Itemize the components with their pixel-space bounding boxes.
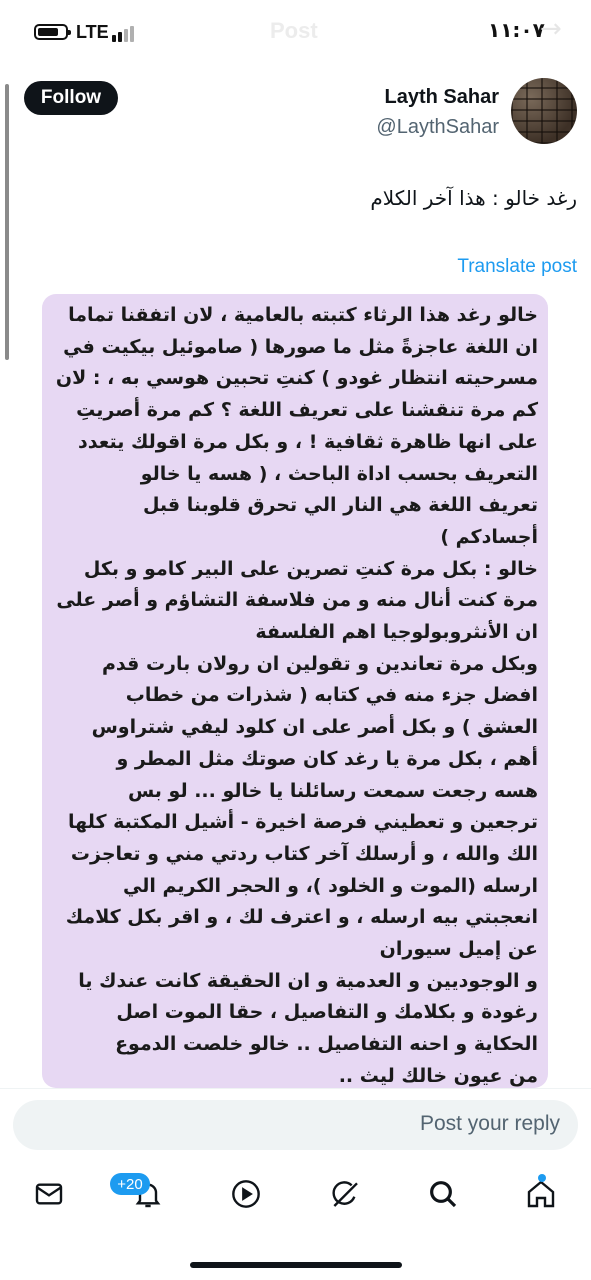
image-text-line: خالو رغد هذا الرثاء كتبته بالعامية ، لان اتفقنا تماما bbox=[68, 304, 538, 326]
scrollbar[interactable] bbox=[5, 84, 9, 360]
image-text-line: على انها ظاهرة ثقافية ! ، و بكل مرة اقولك يتعدد bbox=[78, 430, 538, 453]
home-indicator bbox=[190, 1262, 402, 1268]
translate-post-link[interactable]: Translate post bbox=[457, 256, 577, 277]
image-text-line: التعريف بحسب اداة الباحث ، ( هسه يا خالو bbox=[140, 462, 538, 485]
image-text-line: ترجعين و تعطيني فرصة اخيرة - أشيل المكتبة كلها bbox=[68, 811, 538, 834]
image-text-line: رغودة و بكلامك و التفاصيل ، حقا الموت اصل bbox=[116, 1001, 538, 1024]
avatar[interactable] bbox=[511, 78, 577, 144]
image-text-line: تعريف اللغة هي النار الي تحرق قلوبنا قبل bbox=[142, 494, 538, 517]
image-text-line: كم مرة تنقشنا على تعريف اللغة ؟ كم مرة أصريتِ bbox=[76, 399, 538, 422]
image-text-line: الك والله ، و أرسلك آخر كتاب ردتي مني و تعاجزت bbox=[70, 842, 538, 865]
ghost-back-arrow-icon: → bbox=[540, 14, 562, 44]
mail-icon bbox=[33, 1178, 65, 1210]
bottom-nav bbox=[0, 1162, 591, 1232]
image-text-line: خالو : بكل مرة كنتِ تصرين على البير كامو و بكل bbox=[83, 557, 538, 580]
network-type: LTE bbox=[76, 22, 109, 42]
play-icon bbox=[230, 1178, 262, 1210]
notification-badge: +20 bbox=[110, 1173, 150, 1195]
nav-messages[interactable] bbox=[29, 1174, 69, 1214]
clock: ١١:٠٧ bbox=[488, 18, 545, 42]
ghost-page-title: Post bbox=[270, 18, 318, 43]
home-icon bbox=[525, 1178, 557, 1210]
signal-icon bbox=[112, 24, 138, 42]
nav-search[interactable] bbox=[423, 1174, 463, 1214]
image-text-line: أهم ، بكل مرة يا رغد كان صوتك مثل المطر و bbox=[116, 747, 538, 770]
image-text-line: و الوجوديين و العدمية و ان الحقيقة كانت عندك يا bbox=[78, 969, 538, 992]
battery-icon bbox=[34, 24, 68, 40]
image-text-line: مسرحيته انتظار غودو ) كنتِ تحبين هوسي به ، : لان bbox=[55, 367, 538, 390]
image-text-line: انعجبتي بيه ارسله ، و اعترف لك ، و اقر بكل كلامك bbox=[65, 906, 538, 929]
image-text-line: افضل جزء منه في كتابه ( شذرات من خطاب bbox=[125, 684, 538, 707]
home-unread-dot bbox=[538, 1174, 546, 1182]
author-handle[interactable]: @LaythSahar bbox=[376, 116, 499, 138]
status-bar bbox=[0, 0, 591, 62]
image-text-line: العشق ) و بكل أصر على ان كلود ليفي شتراوس bbox=[91, 716, 538, 739]
grok-icon bbox=[329, 1178, 361, 1210]
post-text: رغد خالو : هذا آخر الكلام bbox=[370, 186, 577, 210]
post-image[interactable] bbox=[42, 294, 548, 1088]
image-text-line: مرة كنت أنال منه و من فلاسفة التشاؤم و أصر على bbox=[56, 589, 538, 612]
image-text-line: ان اللغة عاجزةً مثل ما صورها ( صاموئيل بيكيت في bbox=[63, 335, 538, 358]
image-text-line: عن إميل سيوران bbox=[379, 938, 538, 961]
follow-button[interactable]: Follow bbox=[24, 81, 118, 115]
image-text-line: ان الأنثروبولوجيا اهم الفلسفة bbox=[255, 621, 538, 644]
divider bbox=[0, 1088, 591, 1089]
image-text-line: أجسادكم ) bbox=[440, 525, 538, 548]
image-text-line: وبكل مرة تعاندين و تقولين ان رولان بارت قدم bbox=[101, 652, 538, 675]
image-text-line: ارسله (الموت و الخلود )، و الحجر الكريم الي bbox=[123, 874, 538, 897]
reply-placeholder: Post your reply bbox=[419, 1112, 560, 1135]
search-icon bbox=[427, 1178, 459, 1210]
image-text-line: هسه رجعت سمعت رسائلنا يا خالو ... لو بس bbox=[127, 779, 538, 802]
nav-video[interactable] bbox=[226, 1174, 266, 1214]
image-text-line: من عيون خالك ليث .. bbox=[338, 1064, 538, 1087]
reply-input[interactable] bbox=[13, 1100, 578, 1150]
author-name[interactable]: Layth Sahar bbox=[384, 86, 499, 108]
image-text-block bbox=[52, 300, 538, 1088]
image-text-line: الحكاية و احنه التفاصيل .. خالو خلصت الدموع bbox=[115, 1033, 538, 1056]
nav-grok[interactable] bbox=[325, 1174, 365, 1214]
